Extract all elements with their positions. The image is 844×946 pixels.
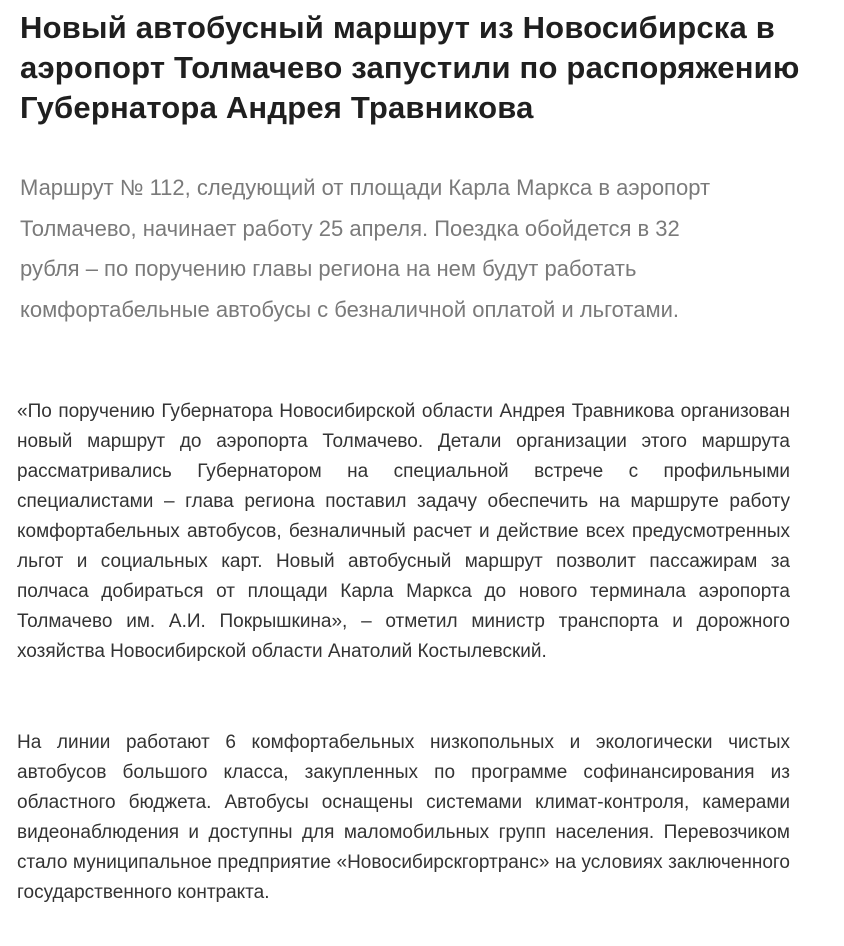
article-headline: Новый автобусный маршрут из Новосибирска в аэропорт Толмачево запустили по распоряжению Губернатора Андрея Травникова — [20, 10, 800, 125]
article-paragraph-buses: На линии работают 6 комфортабельных низкопольных и экологически чистых автобусов большого класса, закупленных по программе софинансирования из областного бюджета. Автобусы оснащены системами климат-контроля, камерами видеонаблюдения и доступны для маломобильных групп населения. Перевозчиком стало муниципальное предприятие «Новосибирскгортранс» на условиях заключенного государственного контракта. — [17, 732, 790, 903]
article-lead: Маршрут № 112, следующий от площади Карла Маркса в аэропорт Толмачево, начинает работу 25 апреля. Поездка обойдется в 32 рубля – по поручению главы региона на нем будут работать комфортабельные автобусы с безналичной оплатой и льготами. — [20, 175, 711, 322]
article-paragraph-quote: «По поручению Губернатора Новосибирской области Андрея Травникова организован новый маршрут до аэропорта Толмачево. Детали организации этого маршрута рассматривались Губернатором на специальной встрече с профильными специалистами – глава региона поставил задачу обеспечить на маршруте работу комфортабельных автобусов, безналичный расчет и действие всех предусмотренных льгот и социальных карт. Новый автобусный маршрут позволит пассажирам за полчаса добираться от площади Карла Маркса до нового терминала аэропорта Толмачево им. А.И. Покрышкина», – отметил министр транспорта и дорожного хозяйства Новосибирской области Анатолий Костылевский. — [17, 401, 790, 662]
